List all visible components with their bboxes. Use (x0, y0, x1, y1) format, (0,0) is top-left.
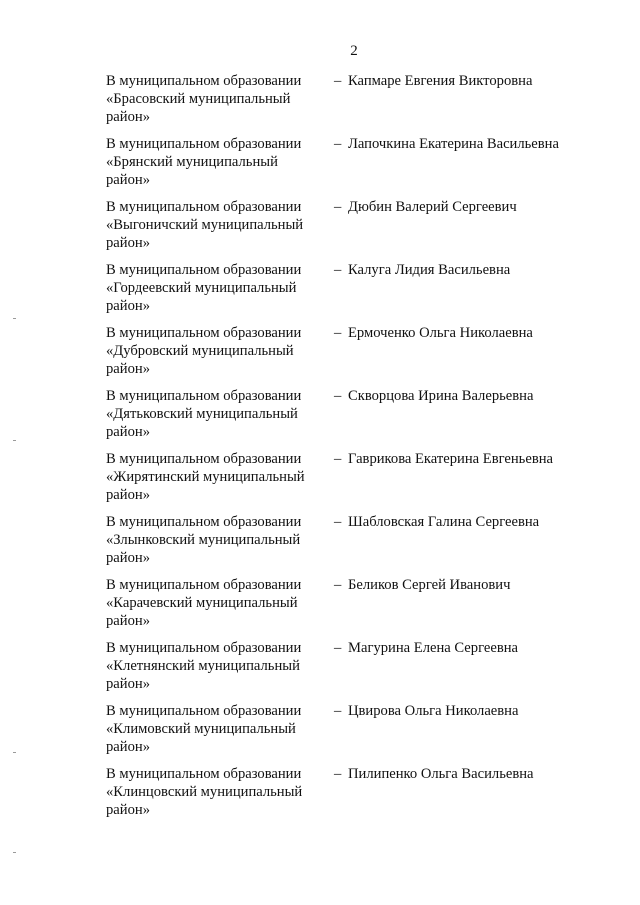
dash: – (334, 577, 342, 593)
dash: – (334, 73, 342, 89)
municipality-suffix: район» (106, 172, 150, 188)
dash: – (334, 451, 342, 467)
municipality-suffix: район» (106, 739, 150, 755)
municipality-suffix: район» (106, 613, 150, 629)
municipality-prefix: В муниципальном образовании (106, 325, 302, 341)
person-text (334, 450, 586, 513)
person-text (334, 702, 586, 765)
list-item (106, 135, 586, 198)
municipality-text (106, 135, 334, 198)
list-item (106, 576, 586, 639)
municipality-suffix: район» (106, 109, 150, 125)
person-text (334, 576, 586, 639)
municipality-text (106, 261, 334, 324)
dash: – (334, 136, 342, 152)
municipality-suffix: район» (106, 361, 150, 377)
dash: – (334, 766, 342, 782)
person-name: Дюбин Валерий Сергеевич (348, 199, 517, 215)
list-item (106, 639, 586, 702)
municipality-name: «Злынковский муниципальный (106, 532, 301, 548)
municipality-suffix: район» (106, 802, 150, 818)
municipality-text (106, 198, 334, 261)
list-item (106, 72, 586, 135)
person-name: Цвирова Ольга Николаевна (348, 703, 519, 719)
municipality-name: «Гордеевский муниципальный (106, 280, 297, 296)
person-name: Ермоченко Ольга Николаевна (348, 325, 533, 341)
person-name: Лапочкина Екатерина Васильевна (348, 136, 559, 152)
person-text (334, 324, 586, 387)
municipality-suffix: район» (106, 235, 150, 251)
dash: – (334, 703, 342, 719)
person-text (334, 261, 586, 324)
municipality-name: «Брасовский муниципальный (106, 91, 291, 107)
list-item (106, 765, 586, 828)
municipality-suffix: район» (106, 298, 150, 314)
dash: – (334, 262, 342, 278)
municipality-suffix: район» (106, 550, 150, 566)
municipality-name: «Климовский муниципальный (106, 721, 296, 737)
municipality-prefix: В муниципальном образовании (106, 640, 302, 656)
municipality-name: «Брянский муниципальный (106, 154, 278, 170)
municipality-name: «Клинцовский муниципальный (106, 784, 303, 800)
person-name: Скворцова Ирина Валерьевна (348, 388, 534, 404)
municipality-prefix: В муниципальном образовании (106, 451, 302, 467)
person-text (334, 513, 586, 576)
person-name: Гаврикова Екатерина Евгеньевна (348, 451, 553, 467)
dash: – (334, 514, 342, 530)
list-item (106, 261, 586, 324)
municipality-suffix: район» (106, 676, 150, 692)
dash: – (334, 640, 342, 656)
municipality-text (106, 387, 334, 450)
municipality-text (106, 702, 334, 765)
municipality-text (106, 450, 334, 513)
municipality-text (106, 639, 334, 702)
list-item (106, 450, 586, 513)
municipality-name: «Жирятинский муниципальный (106, 469, 305, 485)
margin-mark (13, 852, 16, 853)
person-name: Калуга Лидия Васильевна (348, 262, 511, 278)
list-item (106, 198, 586, 261)
municipality-prefix: В муниципальном образовании (106, 199, 302, 215)
municipality-suffix: район» (106, 487, 150, 503)
person-text (334, 135, 586, 198)
municipality-prefix: В муниципальном образовании (106, 514, 302, 530)
dash: – (334, 388, 342, 404)
margin-mark (13, 318, 16, 319)
person-text (334, 639, 586, 702)
municipality-name: «Выгоничский муниципальный (106, 217, 304, 233)
municipality-text (106, 72, 334, 135)
page-number: 2 (350, 43, 358, 59)
list-item (106, 387, 586, 450)
municipality-prefix: В муниципальном образовании (106, 262, 302, 278)
margin-mark (13, 752, 16, 753)
municipality-name: «Карачевский муниципальный (106, 595, 298, 611)
dash: – (334, 199, 342, 215)
dash: – (334, 325, 342, 341)
person-name: Пилипенко Ольга Васильевна (348, 766, 534, 782)
municipality-prefix: В муниципальном образовании (106, 766, 302, 782)
municipality-text (106, 576, 334, 639)
municipality-prefix: В муниципальном образовании (106, 136, 302, 152)
municipality-name: «Дятьковский муниципальный (106, 406, 298, 422)
appointment-list (106, 72, 586, 828)
municipality-text (106, 324, 334, 387)
municipality-text (106, 765, 334, 828)
person-name: Беликов Сергей Иванович (348, 577, 511, 593)
municipality-text (106, 513, 334, 576)
municipality-name: «Клетнянский муниципальный (106, 658, 300, 674)
municipality-prefix: В муниципальном образовании (106, 388, 302, 404)
person-text (334, 72, 586, 135)
municipality-prefix: В муниципальном образовании (106, 73, 302, 89)
list-item (106, 702, 586, 765)
person-text (334, 198, 586, 261)
person-name: Магурина Елена Сергеевна (348, 640, 519, 656)
person-text (334, 765, 586, 828)
municipality-prefix: В муниципальном образовании (106, 703, 302, 719)
person-text (334, 387, 586, 450)
municipality-prefix: В муниципальном образовании (106, 577, 302, 593)
list-item (106, 324, 586, 387)
person-name: Капмаре Евгения Викторовна (348, 73, 533, 89)
margin-mark (13, 440, 16, 441)
person-name: Шабловская Галина Сергеевна (348, 514, 540, 530)
list-item (106, 513, 586, 576)
municipality-name: «Дубровский муниципальный (106, 343, 294, 359)
municipality-suffix: район» (106, 424, 150, 440)
